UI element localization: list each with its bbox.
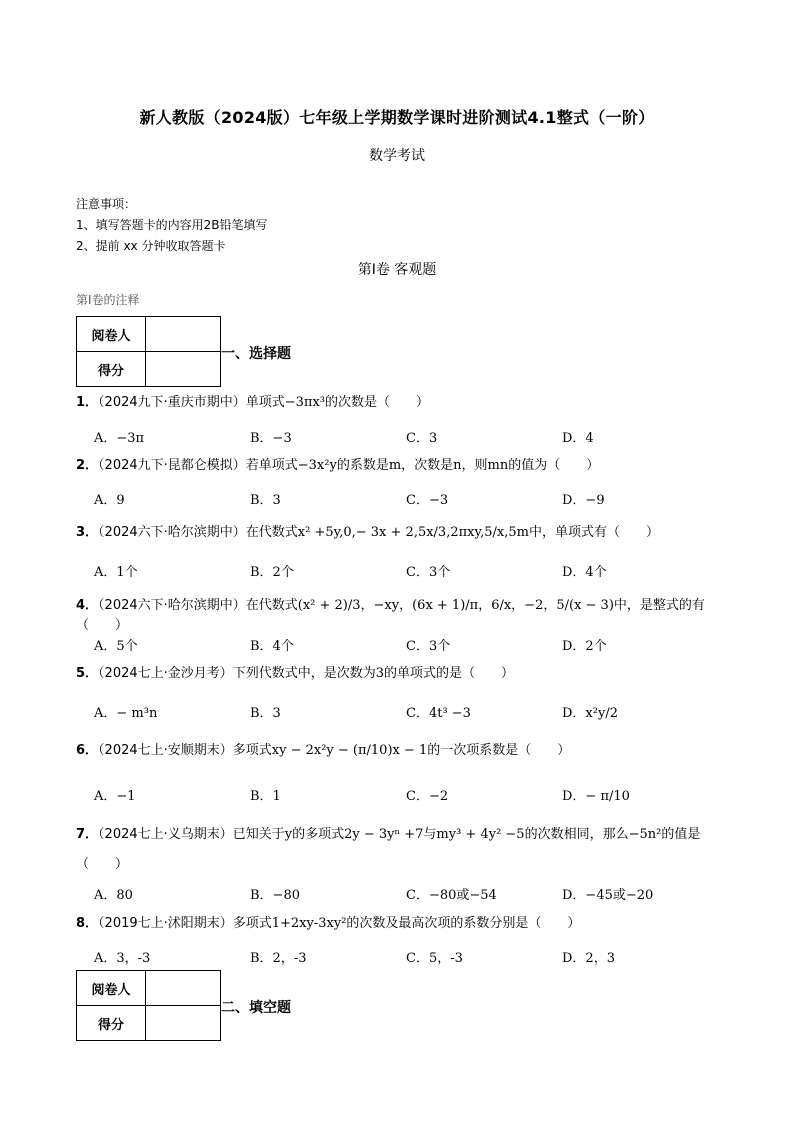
option-a: A．1个 (94, 565, 138, 580)
reviewer-blank (146, 317, 221, 352)
notes-block (76, 194, 268, 257)
question-number: 6． (76, 743, 99, 758)
part-heading-fill-in: 二、填空题 (221, 1000, 291, 1016)
question-number: 3． (76, 525, 99, 540)
score-blank (146, 1006, 221, 1041)
notes-item: 1、填写答题卡的内容用2B铅笔填写 (76, 218, 268, 232)
question-source: （2024六下·哈尔滨期中） (98, 598, 246, 613)
question-source: （2024七上·安顺期末） (98, 743, 233, 758)
question-6 (76, 741, 726, 761)
option-c: C．3 (406, 431, 438, 446)
option-d: D．−9 (562, 493, 605, 508)
question-source: （2019七上·沭阳期末） (98, 916, 233, 931)
option-b: B．−3 (250, 431, 292, 446)
question-text: 已知关于y的多项式2y − 3yⁿ +7与my³ + 4y² −5的次数相同，那么−5n²的值是（ ） (76, 827, 701, 872)
question-source: （2024六下·哈尔滨期中） (98, 525, 246, 540)
option-a: A．5个 (94, 639, 138, 654)
option-d: D．4 (562, 431, 594, 446)
question-source: （2024七上·义乌期末） (98, 827, 233, 842)
option-c: C．5，-3 (406, 951, 463, 966)
question-number: 2． (76, 458, 99, 473)
question-8 (76, 914, 726, 934)
question-4 (76, 596, 726, 636)
section-title: 第Ⅰ卷 客观题 (357, 262, 437, 278)
option-c: C．3个 (406, 639, 451, 654)
notes-item: 2、提前 xx 分钟收取答题卡 (76, 239, 226, 253)
option-c: C．−80或−54 (406, 888, 497, 903)
option-a: A．−1 (94, 789, 136, 804)
option-b: B．2个 (250, 565, 294, 580)
question-number: 5． (76, 666, 99, 681)
option-d: D．x²y/2 (562, 706, 618, 721)
question-number: 8． (76, 916, 99, 931)
question-text: 多项式xy − 2x²y − (π/10)x − 1的一次项系数是（ ） (232, 743, 571, 758)
options-2 (94, 489, 734, 508)
option-a: A．80 (94, 888, 133, 903)
option-d: D．2，3 (562, 951, 615, 966)
question-source: （2024七上·金沙月考） (98, 666, 233, 681)
part-heading-choice: 一、选择题 (221, 346, 291, 362)
option-b: B．3 (250, 493, 281, 508)
question-text: 在代数式(x² + 2)/3，−xy，(6x + 1)/π，6/x，−2，5/(x − 3)中，是整式的有（ ） (76, 598, 705, 633)
question-source: （2024九下·昆都仑模拟） (98, 458, 246, 473)
reviewer-label: 阅卷人 (77, 317, 146, 352)
option-b: B．−80 (250, 888, 300, 903)
options-7 (94, 884, 734, 903)
option-c: C．3个 (406, 565, 451, 580)
question-source: （2024九下·重庆市期中） (98, 395, 246, 410)
options-6 (94, 785, 734, 804)
section-note: 第Ⅰ卷的注释 (76, 293, 140, 307)
option-d: D．2个 (562, 639, 607, 654)
question-text: 下列代数式中，是次数为3的单项式的是（ ） (232, 666, 515, 681)
question-2 (76, 456, 726, 476)
reviewer-blank (146, 971, 221, 1006)
question-1 (76, 393, 726, 413)
score-label: 得分 (77, 1006, 146, 1041)
options-4 (94, 635, 734, 654)
question-number: 7． (76, 827, 99, 842)
options-1 (94, 427, 734, 446)
option-b: B．4个 (250, 639, 294, 654)
option-d: D．4个 (562, 565, 607, 580)
option-d: D．− π/10 (562, 789, 630, 804)
option-b: B．1 (250, 789, 281, 804)
option-a: A．− m³n (94, 706, 158, 721)
question-number: 1． (76, 395, 99, 410)
grade-box-1 (76, 316, 221, 387)
score-label: 得分 (77, 352, 146, 387)
reviewer-label: 阅卷人 (77, 971, 146, 1006)
question-5 (76, 664, 726, 684)
grade-box-2 (76, 970, 221, 1041)
question-3 (76, 523, 726, 543)
option-a: A．9 (94, 493, 125, 508)
options-5 (94, 702, 734, 721)
question-text: 多项式1+2xy-3xy²的次数及最高次项的系数分别是（ ） (232, 916, 581, 931)
question-text: 在代数式x² +5y,0,− 3x + 2,5x/3,2πxy,5/x,5m中，单项式有（ ） (245, 525, 659, 540)
page-title: 新人教版（2024版）七年级上学期数学课时进阶测试4.1整式（一阶） (139, 108, 655, 127)
option-b: B．2，-3 (250, 951, 307, 966)
question-text: 单项式−3πx³的次数是（ ） (245, 395, 430, 410)
score-blank (146, 352, 221, 387)
question-text: 若单项式−3x²y的系数是m，次数是n，则mn的值为（ ） (245, 458, 600, 473)
option-d: D．−45或−20 (562, 888, 654, 903)
notes-heading: 注意事项： (76, 197, 137, 211)
option-c: C．−2 (406, 789, 449, 804)
question-7 (76, 820, 726, 880)
options-3 (94, 561, 734, 580)
option-b: B．3 (250, 706, 281, 721)
option-a: A．−3π (94, 431, 145, 446)
options-8 (94, 947, 734, 966)
page-subtitle: 数学考试 (369, 148, 425, 164)
option-c: C．−3 (406, 493, 449, 508)
option-c: C．4t³ −3 (406, 706, 471, 721)
question-number: 4． (76, 598, 99, 613)
option-a: A．3，-3 (94, 951, 151, 966)
